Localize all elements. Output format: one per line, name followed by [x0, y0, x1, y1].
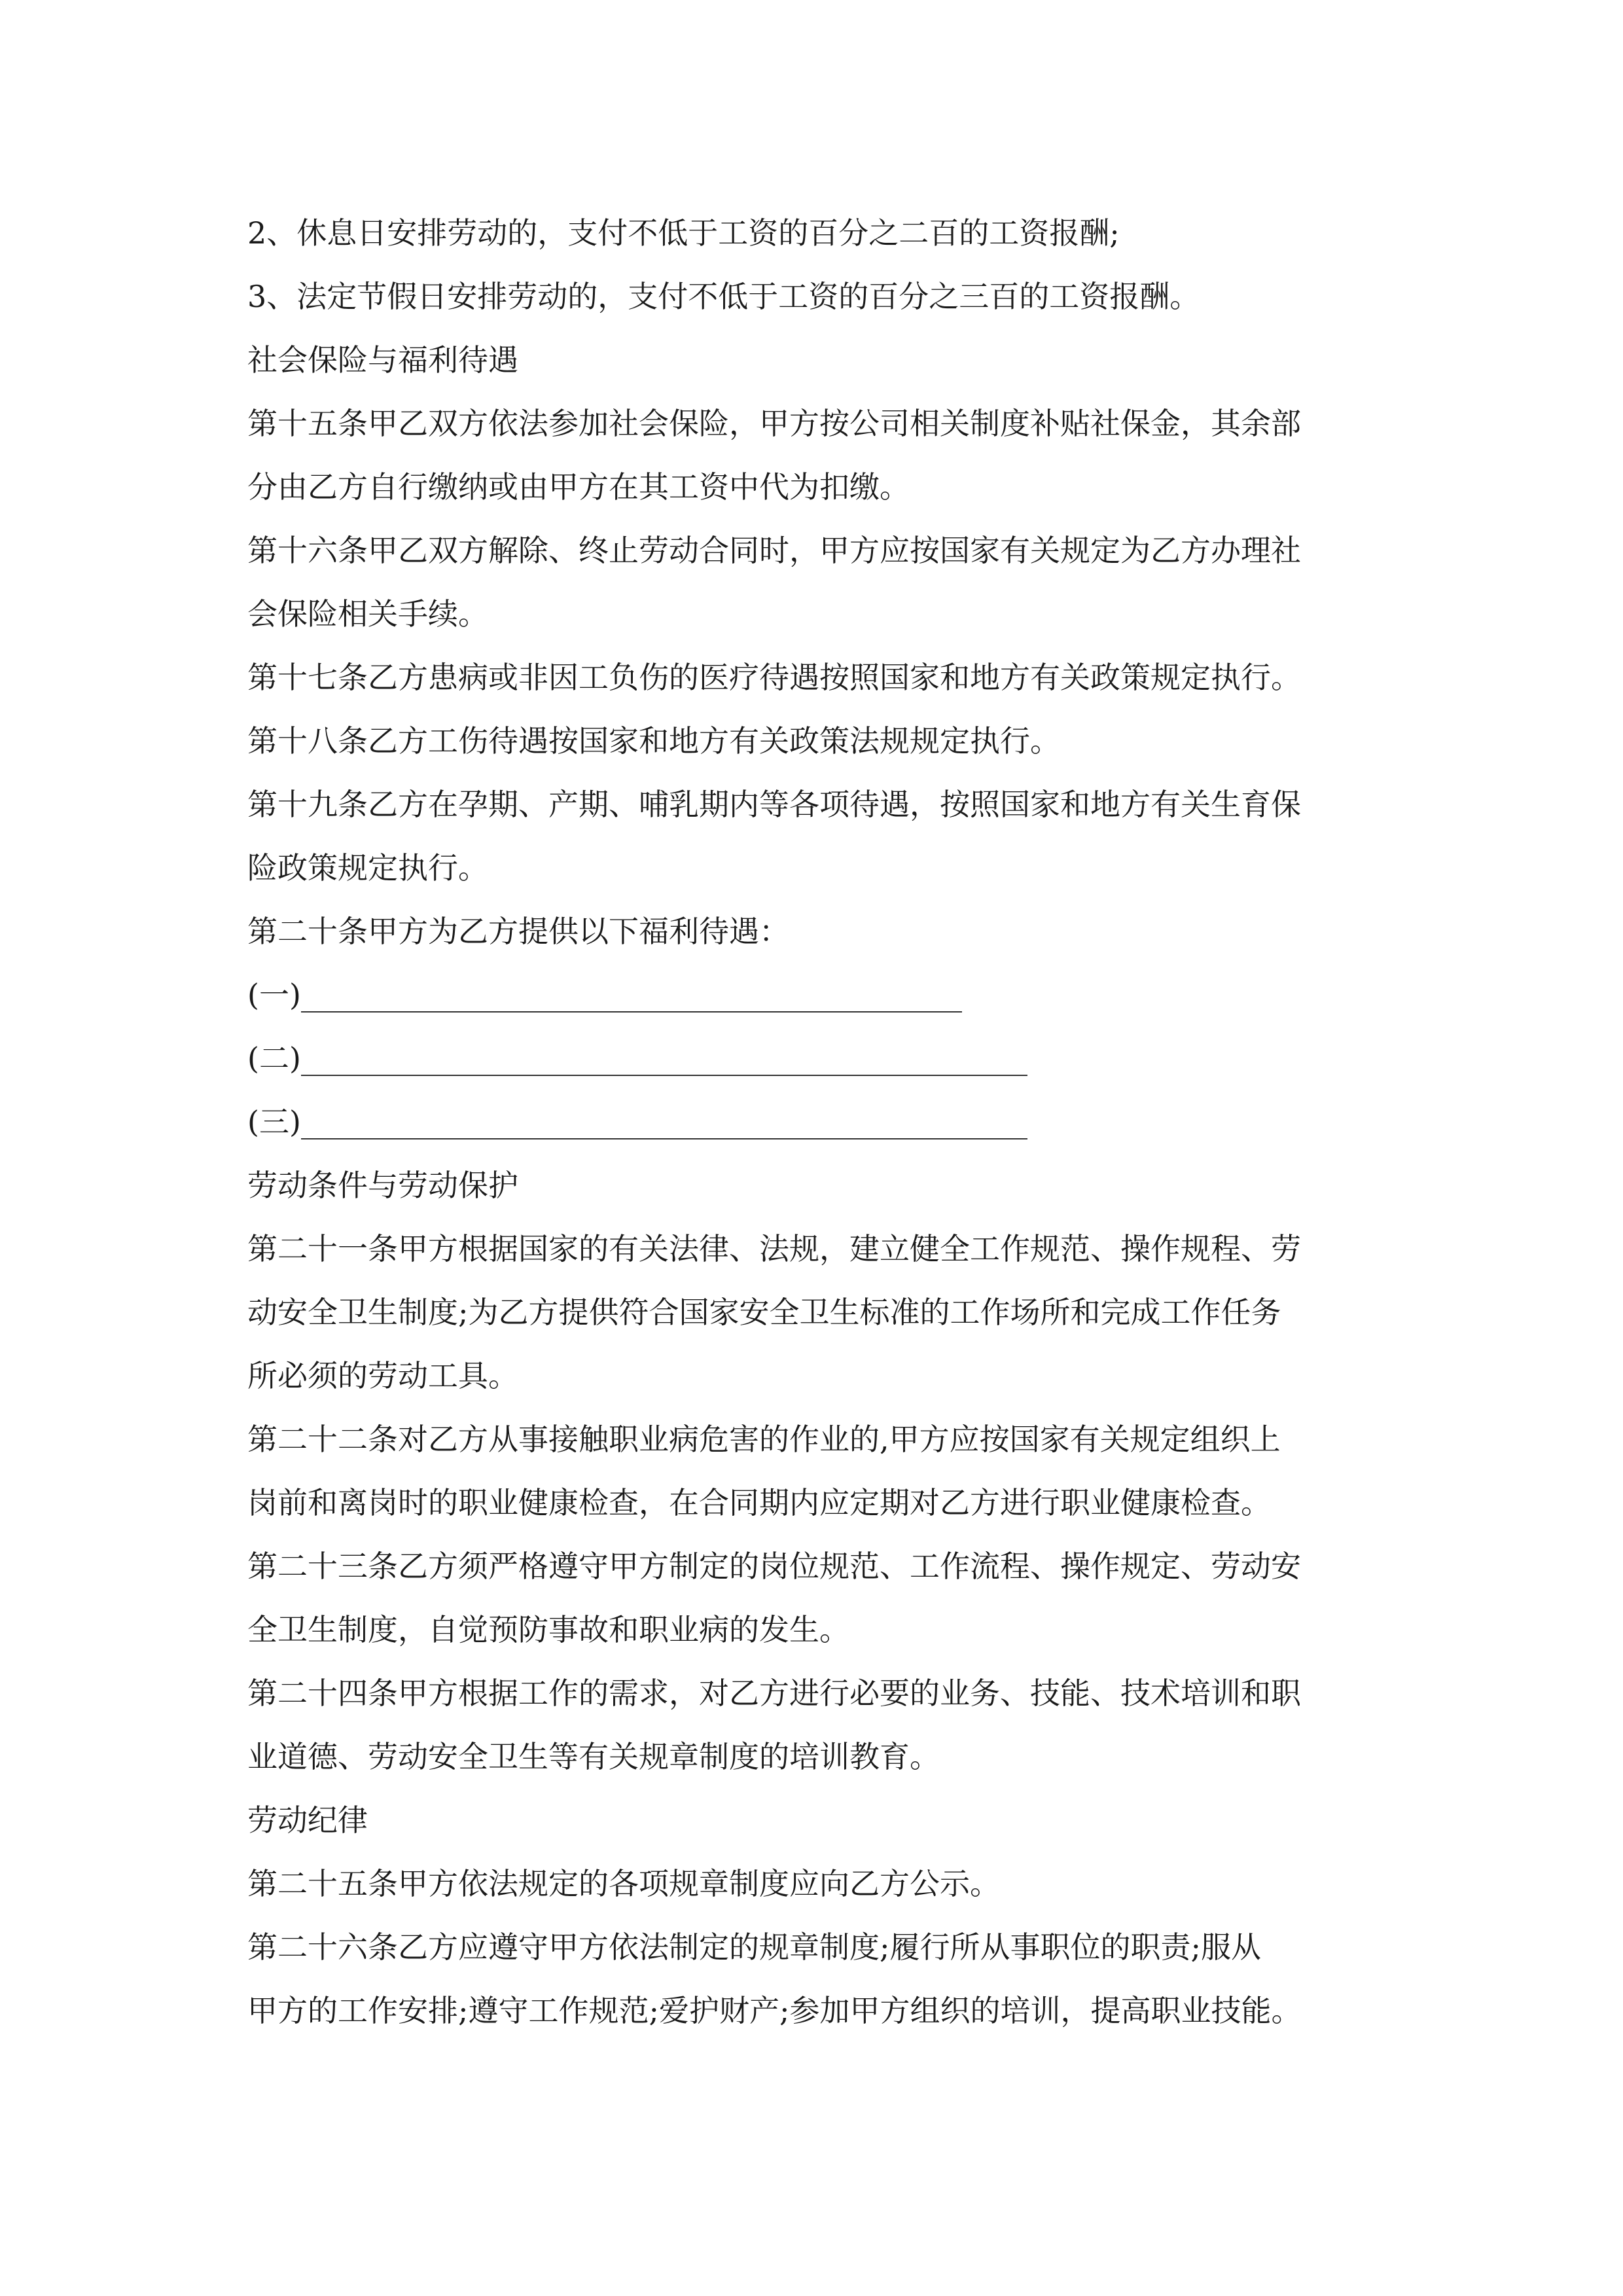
text-line-17: 第二十一条甲方根据国家的有关法律、法规，建立健全工作规范、操作规程、劳 [247, 1231, 1301, 1266]
text-line-5: 分由乙方自行缴纳或由甲方在其工资中代为扣缴。 [247, 469, 910, 505]
blank-field-label: (三) [247, 1104, 301, 1139]
blank-fill-line [301, 1075, 1027, 1076]
text-line-29: 甲方的工作安排;遵守工作规范;爱护财产;参加甲方组织的培训，提高职业技能。 [247, 1993, 1302, 2028]
text-line-2: 3、法定节假日安排劳动的，支付不低于工资的百分之三百的工资报酬。 [247, 279, 1200, 314]
text-line-7: 会保险相关手续。 [247, 596, 488, 632]
text-line-1: 2、休息日安排劳动的，支付不低于工资的百分之二百的工资报酬; [247, 215, 1120, 251]
text-line-24: 第二十四条甲方根据工作的需求，对乙方进行必要的业务、技能、技术培训和职 [247, 1676, 1301, 1711]
text-line-22: 第二十三条乙方须严格遵守甲方制定的岗位规范、工作流程、操作规定、劳动安 [247, 1549, 1301, 1584]
section-heading-social-insurance: 社会保险与福利待遇 [247, 342, 518, 378]
blank-field-label: (二) [247, 1041, 301, 1076]
text-line-6: 第十六条甲乙双方解除、终止劳动合同时，甲方应按国家有关规定为乙方办理社 [247, 533, 1301, 568]
text-line-18: 动安全卫生制度;为乙方提供符合国家安全卫生标准的工作场所和完成工作任务 [247, 1295, 1281, 1330]
text-line-21: 岗前和离岗时的职业健康检查，在合同期内应定期对乙方进行职业健康检查。 [247, 1485, 1271, 1520]
blank-field-row-2 [247, 1027, 1399, 1090]
text-line-25: 业道德、劳动安全卫生等有关规章制度的培训教育。 [247, 1739, 940, 1774]
text-line-10: 第十九条乙方在孕期、产期、哺乳期内等各项待遇，按照国家和地方有关生育保 [247, 787, 1301, 822]
blank-field-row-3 [247, 1090, 1399, 1154]
blank-field-label: (一) [247, 977, 301, 1013]
blank-field-row-1 [247, 963, 1399, 1027]
text-line-27: 第二十五条甲方依法规定的各项规章制度应向乙方公示。 [247, 1866, 1000, 1901]
document-body [247, 202, 1399, 2043]
text-line-23: 全卫生制度，自觉预防事故和职业病的发生。 [247, 1612, 849, 1647]
section-heading-labor-discipline: 劳动纪律 [247, 1803, 368, 1838]
blank-fill-line [301, 1138, 1027, 1139]
section-heading-labor-conditions: 劳动条件与劳动保护 [247, 1168, 518, 1203]
blank-fill-line [301, 1011, 962, 1013]
text-line-11: 险政策规定执行。 [247, 850, 488, 886]
text-line-8: 第十七条乙方患病或非因工负伤的医疗待遇按照国家和地方有关政策规定执行。 [247, 660, 1301, 695]
text-line-28: 第二十六条乙方应遵守甲方依法制定的规章制度;履行所从事职位的职责;服从 [247, 1929, 1261, 1965]
text-line-4: 第十五条甲乙双方依法参加社会保险，甲方按公司相关制度补贴社保金，其余部 [247, 406, 1301, 441]
text-line-20: 第二十二条对乙方从事接触职业病危害的作业的,甲方应按国家有关规定组织上 [247, 1422, 1281, 1457]
text-line-12: 第二十条甲方为乙方提供以下福利待遇： [247, 914, 789, 949]
text-line-19: 所必须的劳动工具。 [247, 1358, 518, 1393]
text-line-9: 第十八条乙方工伤待遇按国家和地方有关政策法规规定执行。 [247, 723, 1060, 759]
